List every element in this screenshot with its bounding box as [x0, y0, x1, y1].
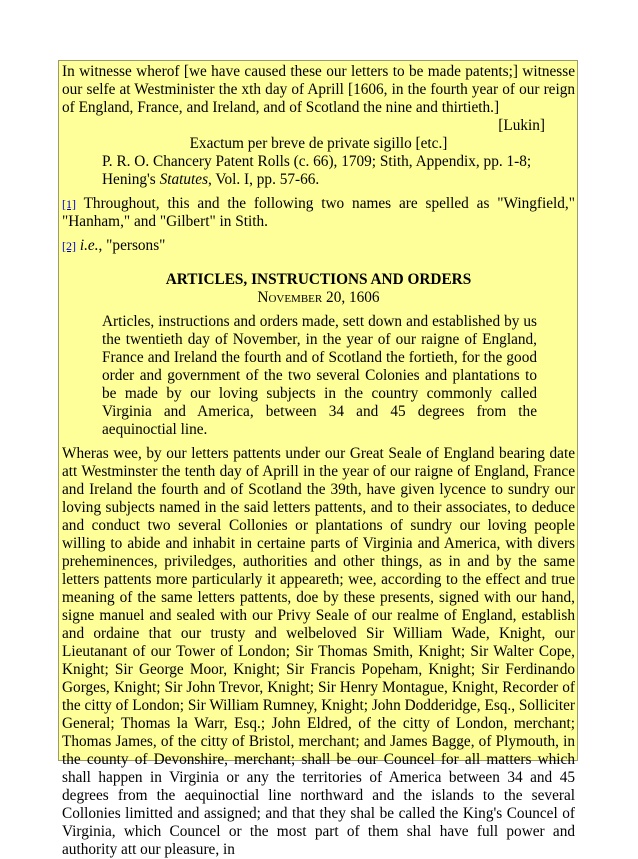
articles-heading: ARTICLES, INSTRUCTIONS AND ORDERS [165, 271, 472, 288]
citation-line-2-prefix: Hening's [102, 171, 160, 188]
date-rest: 20, 1606 [322, 289, 380, 306]
citation-line-1: P. R. O. Chancery Patent Rolls (c. 66), 1709; Stith, Appendix, pp. 1-8; [102, 153, 532, 170]
footnote-1-text: Throughout, this and the following two names are spelled as "Wingfield," "Hanham," and "Gilbert" in Stith. [62, 195, 575, 230]
statutes-title: Statutes [159, 171, 209, 188]
footnote-2-text: , "persons" [98, 237, 166, 254]
exactum-line: Exactum per breve de private sigillo [etc.] [189, 135, 448, 152]
footnote-1-link[interactable]: [1] [62, 197, 76, 211]
date-month: November [257, 289, 323, 306]
footnote-2-link[interactable]: [2] [62, 239, 76, 253]
articles-body: Wheras wee, by our letters pattents under our Great Seale of England bearing date att Westminster the tenth day of Aprill in the year of our raigne of England, France and Ireland the fourth and of Scotland the 39th, have given lycence to sundry our loving subjects named in the said letters pattents, and to their associates, to deduce and conduct two several Collonies or plantations of sundry our loving people willing to abide and inhabit in certaine parts of Virginia and America, with divers preheminences, priviledges, authorities and other things, as in and by the same letters pattents more particularly it appeareth; wee, according to the effect and true meaning of the same letters pattents, doe by these presents, signed with our hand, signe manuel and sealed with our Privy Seale of our realme of England, establish and ordaine that our trusty and welbeloved Sir William Wade, Knight, our Lieutanant of our Tower of London; Sir Thomas Smith, Knight; Sir Walter Cope, Knight; Sir George Moor, Knight; Sir Francis Popeham, Knight; Sir Ferdinando Gorges, Knight; Sir John Trevor, Knight; Sir Henry Montague, Knight, Recorder of the citty of London; Sir William Rumney, Knight; John Dodderidge, Esq., Solliciter General; Thomas la Warr, Esq.; John Eldred, of the citty of London, merchant; Thomas James, of the citty of Bristol, merchant; and James Bagge, of Plymouth, in the county of Devonshire, merchant; shall be our Councel for all matters which shall happen in Virginia or any the territories of America between 34 and 45 degrees from the aequinoctial line northward and the islands to the several Collonies limitted and assigned; and that they shal be called the King's Councel of Virginia, which Councel or the most part of them shal have full power and authority att our pleasure, in [62, 445, 575, 858]
footnote-2-italic: i.e. [79, 237, 99, 254]
citation-line-2-suffix: , Vol. I, pp. 57-66. [208, 171, 320, 188]
document-page [58, 60, 578, 858]
footnote-1 [62, 195, 575, 231]
articles-summary: Articles, instructions and orders made, sett down and established by us the twentieth day of November, in the year of our raigne of England, France and Ireland the fourth and of Scotland the fortieth, for the good order and government of the two several Colonies and plantations to be made by our loving subjects in the country commonly called Virginia and America, between 34 and 45 degrees from the aequinoctial line. [102, 313, 537, 438]
signature: [Lukin] [498, 117, 545, 134]
source-citation [102, 153, 575, 189]
witness-paragraph: In witnesse wherof [we have caused these our letters to be made patents;] witnesse our selfe at Westminister the xth day of Aprill [1606, in the fourth year of our reign of England, France, and Ireland, and of Scotland the nine and thirtieth.] [62, 63, 575, 116]
footnote-2 [62, 237, 575, 255]
articles-date [62, 289, 575, 307]
